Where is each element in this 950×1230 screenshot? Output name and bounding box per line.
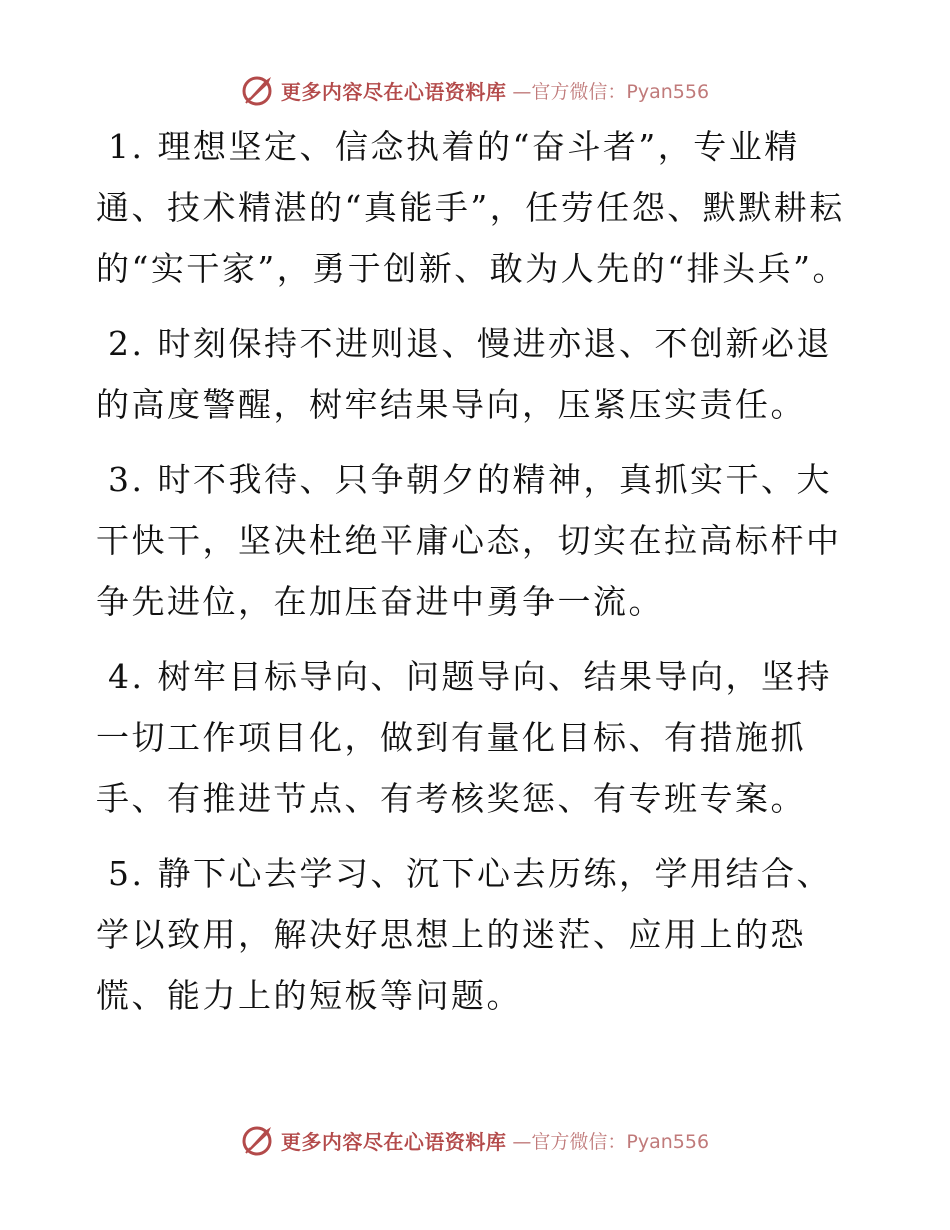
list-item: 4. 树牢目标导向、问题导向、结果导向，坚持一切工作项目化，做到有量化目标、有措施抓手、有推进节点、有考核奖惩、有专班专案。 xyxy=(96,657,832,818)
list-item: 1. 理想坚定、信念执着的“奋斗者”，专业精通、技术精湛的“真能手”，任劳任怨、默默耕耘的“实干家”，勇于创新、敢为人先的“排头兵”。 xyxy=(96,127,848,288)
list-item: 2. 时刻保持不进则退、慢进亦退、不创新必退的高度警醒，树牢结果导向，压紧压实责任。 xyxy=(96,324,832,424)
footer-banner xyxy=(0,1120,950,1160)
banner-wechat: —官方微信：Pyan556 xyxy=(512,1130,710,1153)
list-item: 3. 时不我待、只争朝夕的精神，真抓实干、大干快干，坚决杜绝平庸心态，切实在拉高标杆中争先进位，在加压奋进中勇争一流。 xyxy=(96,460,842,621)
list-item: 5. 静下心去学习、沉下心去历练，学用结合、学以致用，解决好思想上的迷茫、应用上的恐慌、能力上的短板等问题。 xyxy=(96,854,832,1015)
banner-title: 更多内容尽在心语资料库 xyxy=(280,79,507,104)
header-banner xyxy=(0,70,950,110)
document-body xyxy=(96,116,856,1040)
banner-wechat: —官方微信：Pyan556 xyxy=(512,80,710,103)
quill-logo-icon xyxy=(241,73,275,107)
banner-title: 更多内容尽在心语资料库 xyxy=(280,1129,507,1154)
quill-logo-icon xyxy=(241,1123,275,1157)
